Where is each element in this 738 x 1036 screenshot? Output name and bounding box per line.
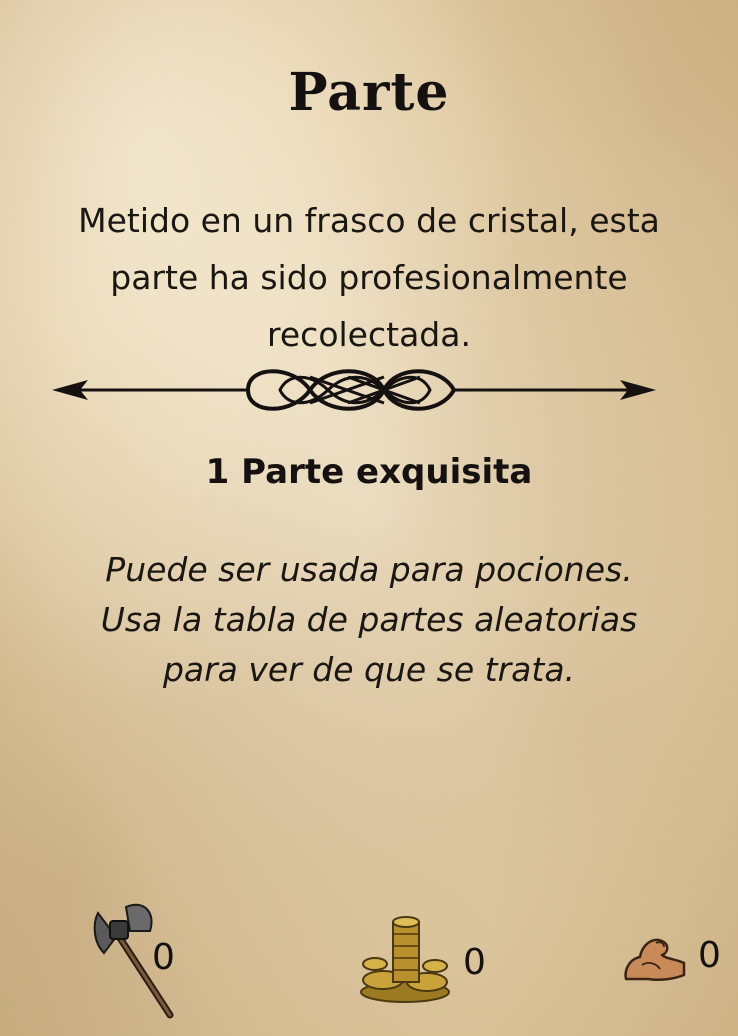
stat-attack [90,895,210,1025]
stat-strength [620,925,730,1005]
attack-value: 0 [152,937,175,978]
flavor-text [20,192,718,363]
flavor-line: Metido en un frasco de cristal, esta [78,201,660,240]
rules-line: Usa la tabla de partes aleatorias [100,600,638,639]
ornamental-divider [48,355,660,425]
flexed-arm-icon [620,929,690,989]
effect-title: 1 Parte exquisita [205,452,533,492]
celtic-knot-icon [248,371,454,409]
rules-text [30,545,708,695]
flavor-line: recolectada. [267,315,471,354]
rules-line: para ver de que se trata. [162,650,576,689]
card-title: Parte [288,62,450,123]
flavor-line: parte ha sido profesionalmente [110,258,628,297]
stat-gold [355,900,505,1010]
rules-line: Puede ser usada para pociones. [105,550,633,589]
strength-value: 0 [698,935,721,976]
gold-value: 0 [463,942,486,983]
coin-pile-icon [355,900,455,1005]
